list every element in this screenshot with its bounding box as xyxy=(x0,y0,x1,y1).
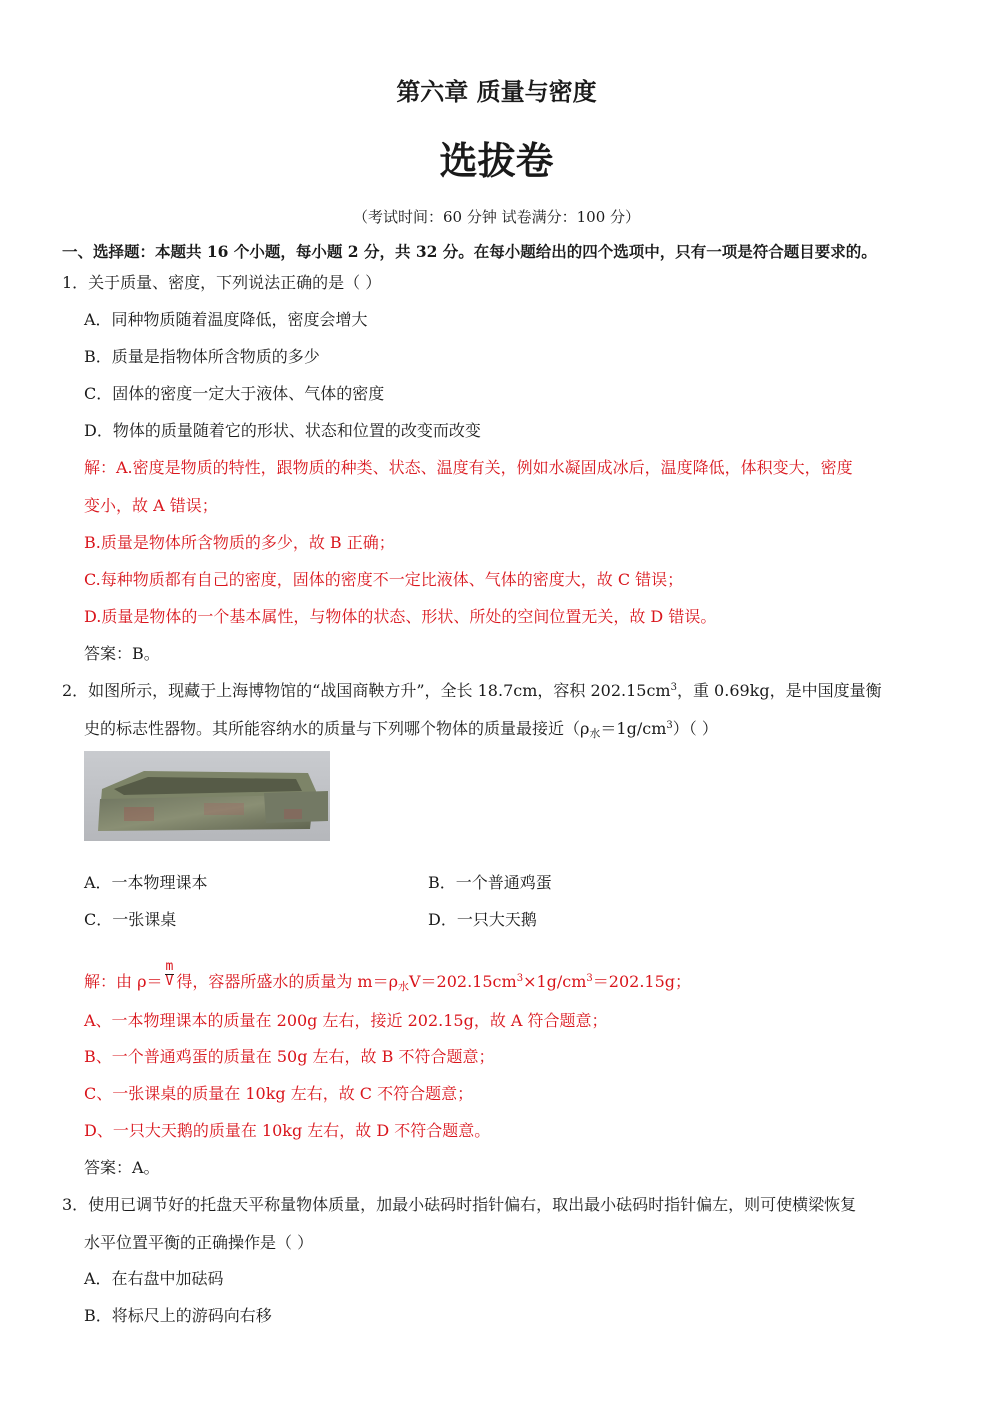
question-1-stem: 1．关于质量、密度，下列说法正确的是（ ） xyxy=(62,273,382,292)
question-2-option-a: A．一本物理课本 xyxy=(84,873,208,892)
shang-yang-fangsheng-photo xyxy=(84,751,330,841)
exam-info: （考试时间：60 分钟 试卷满分：100 分） xyxy=(352,208,641,226)
question-2-solution-formula: 解：由 ρ＝ $\frac{m}{V}$ 得，容器所盛水的质量为 $m=\rho_水V=202.15cm^3\times 1g/cm^3=202.15g$； xyxy=(84,959,692,993)
question-1-option-b: B．质量是指物体所含物质的多少 xyxy=(84,347,320,366)
question-2-solution-line: C、一张课桌的质量在 10kg 左右，故 C 不符合题意； xyxy=(84,1084,474,1103)
question-2-stem-line2: 史的标志性器物。其所能容纳水的质量与下列哪个物体的质量最接近$(\rho_水=1g/cm^3)$（ ） xyxy=(84,719,718,740)
page-title: 选拔卷 xyxy=(439,139,554,183)
chapter-heading: 第六章 质量与密度 xyxy=(396,77,597,106)
section-heading: 一、选择题：本题共 16 个小题，每小题 2 分，共 32 分。在每小题给出的四个选项中，只有一项是符合题目要求的。 xyxy=(62,242,877,261)
question-1-answer: 答案：B。 xyxy=(84,644,160,663)
question-1-option-a: A．同种物质随着温度降低，密度会增大 xyxy=(84,310,368,329)
question-2-option-d: D．一只大天鹅 xyxy=(428,910,537,929)
question-2-stem-line1: 2．如图所示，现藏于上海博物馆的“战国商鞅方升”，全长 18.7cm，容积 $202.15cm^3$，重 0.69kg，是中国度量衡 xyxy=(62,681,882,700)
question-1-solution-line: D.质量是物体的一个基本属性，与物体的状态、形状、所处的空间位置无关，故 D 错误。 xyxy=(84,607,717,626)
question-2-option-c: C．一张课桌 xyxy=(84,910,177,929)
question-2-solution-line: B、一个普通鸡蛋的质量在 50g 左右，故 B 不符合题意； xyxy=(84,1047,495,1066)
question-1-option-d: D．物体的质量随着它的形状、状态和位置的改变而改变 xyxy=(84,421,481,440)
question-2-answer: 答案：A。 xyxy=(84,1158,160,1177)
question-2-solution-line: A、一本物理课本的质量在 200g 左右，接近 202.15g，故 A 符合题意； xyxy=(84,1011,608,1030)
question-3-stem-line1: 3．使用已调节好的托盘天平称量物体质量，加最小砝码时指针偏右，取出最小砝码时指针偏左，则可使横梁恢复 xyxy=(62,1195,857,1214)
question-3-option-b: B．将标尺上的游码向右移 xyxy=(84,1306,272,1325)
question-3-stem-line2: 水平位置平衡的正确操作是（ ） xyxy=(84,1233,314,1252)
question-2-solution-line: D、一只大天鹅的质量在 10kg 左右，故 D 不符合题意。 xyxy=(84,1121,491,1140)
question-1-solution-line: 解：A.密度是物质的特性，跟物质的种类、状态、温度有关，例如水凝固成冰后，温度降低，体积变大，密度 xyxy=(84,458,853,477)
question-1-solution-line: B.质量是物体所含物质的多少，故 B 正确； xyxy=(84,533,395,552)
density-fraction: $\frac{m}{V}$ xyxy=(165,959,174,989)
question-1-solution-line: C.每种物质都有自己的密度，固体的密度不一定比液体、气体的密度大，故 C 错误； xyxy=(84,570,684,589)
question-1-solution-line: 变小，故 A 错误； xyxy=(84,496,218,515)
question-1-option-c: C．固体的密度一定大于液体、气体的密度 xyxy=(84,384,385,403)
question-3-option-a: A．在右盘中加砝码 xyxy=(84,1269,224,1288)
question-2-option-b: B．一个普通鸡蛋 xyxy=(428,873,552,892)
